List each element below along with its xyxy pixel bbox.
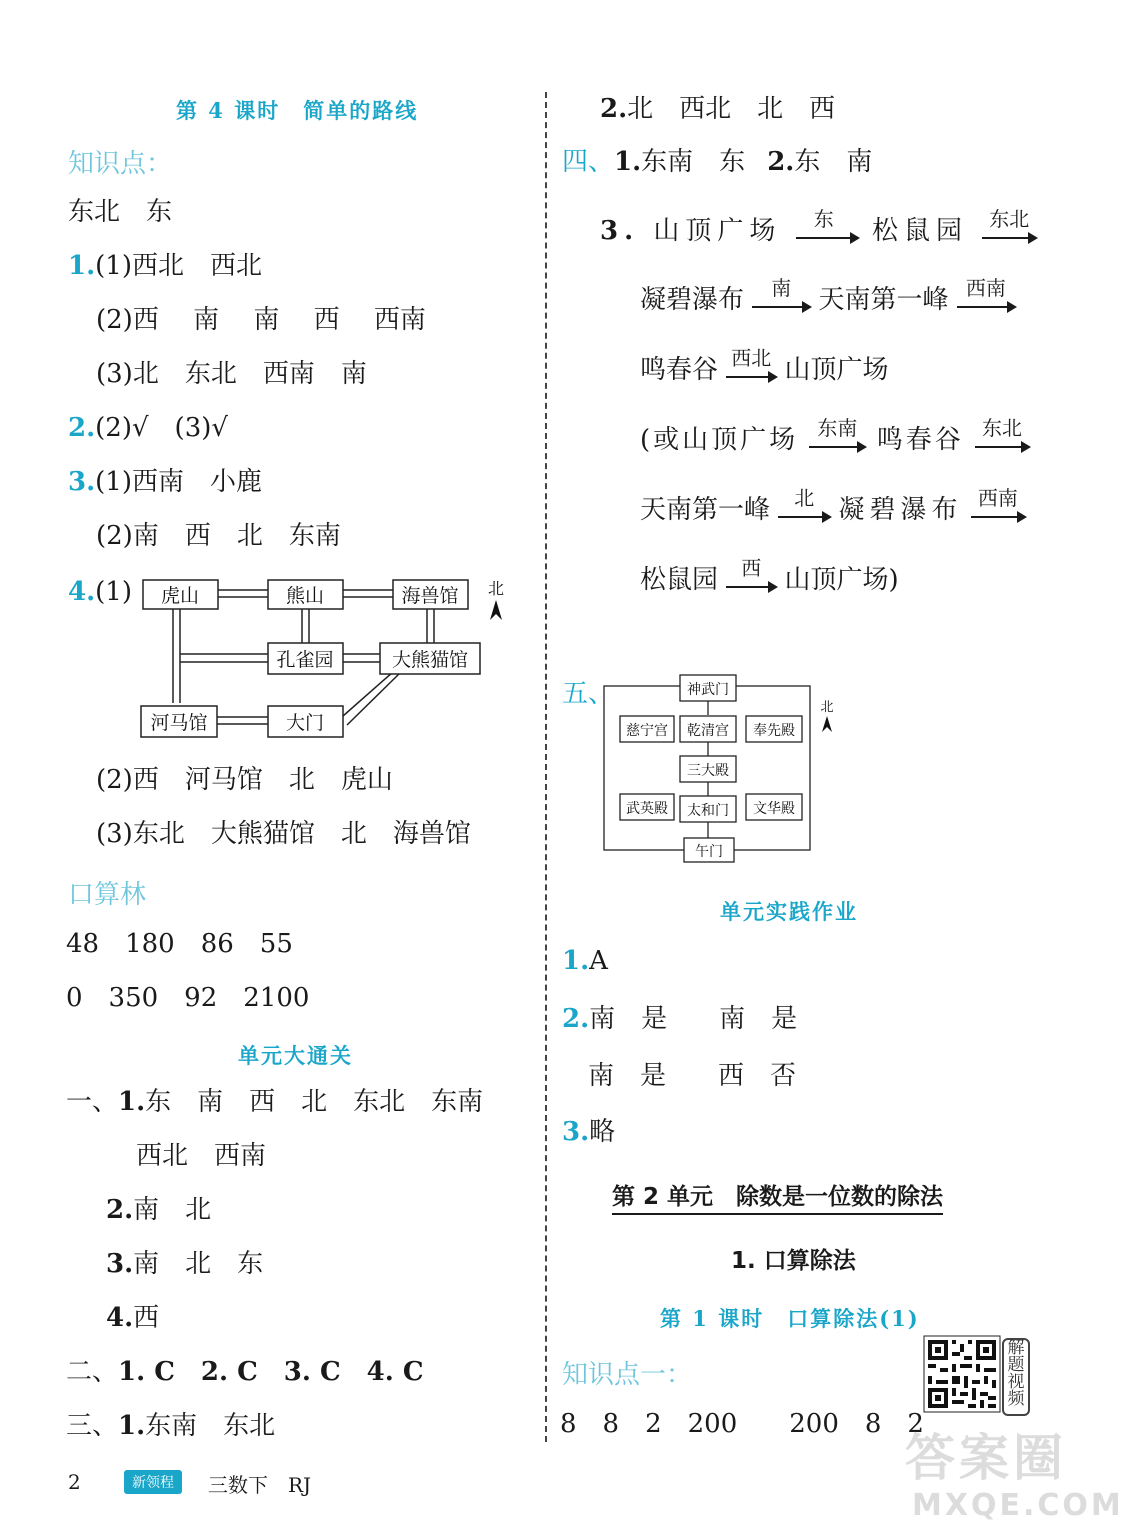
route-arrow bbox=[809, 416, 865, 448]
route-row4 bbox=[640, 416, 1029, 456]
route-row1 bbox=[600, 207, 1036, 247]
route-arrow bbox=[975, 416, 1029, 448]
route-place: 山顶广场 bbox=[653, 216, 782, 246]
p2-answer2: 南 是 西 否 bbox=[588, 1061, 797, 1091]
route-direction: 东 bbox=[813, 207, 840, 231]
route-row5 bbox=[640, 486, 1025, 526]
route-arrow bbox=[796, 207, 858, 239]
route-direction: 北 bbox=[794, 486, 815, 510]
s5-number: 五、 bbox=[562, 679, 615, 709]
q3-number: 3. bbox=[68, 467, 96, 497]
zoo-map bbox=[135, 570, 520, 745]
q2-number: 2. bbox=[68, 413, 96, 443]
s1-q2-number: 2. bbox=[106, 1195, 134, 1225]
s1-number: 一、 bbox=[66, 1087, 119, 1117]
route-arrow bbox=[778, 486, 830, 518]
s1-q1 bbox=[66, 1086, 483, 1118]
place-tiger: 虎山 bbox=[160, 585, 200, 607]
route-place: 松鼠园 bbox=[640, 565, 719, 595]
s2-number: 二、 bbox=[66, 1357, 119, 1387]
route-place: 松鼠园 bbox=[871, 216, 968, 246]
page-number: 2 bbox=[68, 1470, 81, 1494]
place-sea: 海兽馆 bbox=[401, 585, 459, 607]
q3-answer2: (2)南 西 北 东南 bbox=[96, 521, 341, 551]
s3-q2 bbox=[600, 93, 835, 125]
route-row3 bbox=[640, 346, 889, 386]
p2-answer1: 南 是 南 是 bbox=[589, 1004, 798, 1034]
s4-q1-answer: 东南 东 bbox=[641, 147, 746, 177]
palace-fengxian: 奉先殿 bbox=[753, 723, 795, 739]
brand-badge bbox=[124, 1470, 182, 1494]
route-alt-open: (或山顶广场 bbox=[640, 425, 799, 455]
palace-taihe: 太和门 bbox=[687, 803, 729, 819]
p1-number: 1. bbox=[562, 946, 590, 976]
route-arrow bbox=[957, 276, 1015, 308]
s4-q3-number: 3. bbox=[600, 216, 640, 246]
s1-q4-answer: 西 bbox=[133, 1303, 160, 1333]
sub-title: 1. 口算除法 bbox=[731, 1248, 856, 1274]
q1-answer1: (1)西北 西北 bbox=[95, 251, 262, 281]
palace-map bbox=[598, 672, 843, 867]
route-direction: 西南 bbox=[977, 486, 1018, 510]
route-place: 凝碧瀑布 bbox=[640, 285, 745, 315]
q1-answer2: (2)西 南 南 西 西南 bbox=[96, 305, 426, 335]
palace-sanda: 三大殿 bbox=[687, 763, 729, 779]
q3-answer1: (1)西南 小鹿 bbox=[95, 467, 262, 497]
route-direction: 东北 bbox=[989, 207, 1030, 231]
s1-q4-number: 4. bbox=[106, 1303, 134, 1333]
s3-q1-number: 1. bbox=[118, 1411, 146, 1441]
s1-q1-answer-b: 西北 西南 bbox=[136, 1141, 267, 1171]
qr-code-icon[interactable] bbox=[924, 1336, 1000, 1412]
knowledge-label: 知识点： bbox=[68, 149, 173, 179]
oral-row2: 0 350 92 2100 bbox=[66, 983, 310, 1013]
place-gate: 大门 bbox=[285, 712, 325, 734]
p3-number: 3. bbox=[562, 1117, 590, 1147]
s3-number: 三、 bbox=[66, 1411, 119, 1441]
kp1-answer: 8 8 2 200 200 8 2 bbox=[560, 1409, 924, 1439]
oral-label: 口算林 bbox=[68, 880, 147, 910]
s2-line bbox=[66, 1356, 424, 1388]
route-direction: 南 bbox=[771, 276, 792, 300]
palace-north-label: 北 bbox=[820, 700, 834, 715]
s1-q1-answer: 东 南 西 北 东北 东南 bbox=[145, 1087, 484, 1117]
unit-pass-title: 单元大通关 bbox=[238, 1043, 353, 1068]
q4-number: 4. bbox=[68, 577, 96, 607]
brand-label: 新领程 bbox=[124, 1470, 182, 1494]
knowledge-answer: 东北 东 bbox=[68, 197, 173, 227]
route-place: 天南第一峰 bbox=[818, 285, 949, 315]
q4-line1 bbox=[68, 576, 132, 608]
s3-q1 bbox=[66, 1410, 275, 1442]
place-peacock: 孔雀园 bbox=[276, 649, 334, 671]
unit2-title: 第 2 单元 除数是一位数的除法 bbox=[612, 1178, 943, 1215]
s2-answer: 1. C 2. C 3. C 4. C bbox=[118, 1357, 424, 1387]
s1-q3-number: 3. bbox=[106, 1249, 134, 1279]
s4-q2-number: 2. bbox=[767, 147, 795, 177]
s3-q2-answer: 北 西北 北 西 bbox=[627, 94, 836, 124]
p1-line bbox=[562, 945, 608, 977]
route-arrow bbox=[726, 346, 776, 378]
route-row2 bbox=[640, 276, 1015, 316]
s1-q1-number: 1. bbox=[118, 1087, 146, 1117]
watermark-domain: MXQE.COM bbox=[912, 1488, 1124, 1523]
p3-answer: 略 bbox=[589, 1117, 616, 1147]
north-label: 北 bbox=[487, 579, 505, 598]
route-row6 bbox=[640, 556, 899, 596]
palace-north-arrow-icon bbox=[822, 716, 832, 732]
s4-q2-answer: 东 南 bbox=[794, 147, 873, 177]
book-info: 三数下 RJ bbox=[208, 1473, 312, 1497]
s1-q2 bbox=[106, 1194, 211, 1226]
route-place: 鸣春谷 bbox=[876, 425, 964, 455]
palace-qianqing: 乾清宫 bbox=[687, 723, 729, 739]
route-arrow bbox=[752, 276, 810, 308]
route-arrow bbox=[982, 207, 1036, 239]
watermark-logo: 答案圈 bbox=[905, 1429, 1067, 1487]
route-arrow bbox=[726, 556, 776, 588]
route-direction: 西 bbox=[741, 556, 762, 580]
p3-line bbox=[562, 1116, 615, 1148]
route-direction: 西南 bbox=[965, 276, 1006, 300]
route-place: 凝碧瀑布 bbox=[838, 495, 963, 525]
p2-line1 bbox=[562, 1003, 797, 1035]
s1-q3-answer: 南 北 东 bbox=[133, 1249, 264, 1279]
route-direction: 东北 bbox=[981, 416, 1022, 440]
q1-number: 1. bbox=[68, 251, 96, 281]
route-place: 天南第一峰 bbox=[640, 495, 771, 525]
s4-line bbox=[562, 146, 872, 178]
q4-answer2: (2)西 河马馆 北 虎山 bbox=[96, 765, 393, 795]
palace-cining: 慈宁宫 bbox=[626, 723, 668, 739]
s1-q2-answer: 南 北 bbox=[133, 1195, 212, 1225]
kp1-label: 知识点一： bbox=[562, 1360, 693, 1390]
palace-wenhua: 文华殿 bbox=[753, 801, 795, 817]
p2-number: 2. bbox=[562, 1004, 590, 1034]
palace-shenwu: 神武门 bbox=[687, 682, 729, 698]
q4-answer3: (3)东北 大熊猫馆 北 海兽馆 bbox=[96, 819, 471, 849]
lesson1-title: 第 1 课时 口算除法(1) bbox=[660, 1306, 920, 1331]
q3-line1 bbox=[68, 466, 262, 498]
q2-answer: (2)√ (3)√ bbox=[95, 413, 228, 443]
palace-wumen: 午门 bbox=[695, 844, 723, 860]
s4-number: 四、 bbox=[562, 147, 615, 177]
qr-video-label[interactable]: 解题视频 bbox=[1002, 1338, 1030, 1416]
north-arrow-icon bbox=[490, 600, 502, 620]
route-place: 鸣春谷 bbox=[640, 355, 719, 385]
lesson-title: 第 4 课时 简单的路线 bbox=[176, 98, 419, 123]
route-alt-close: 山顶广场) bbox=[784, 565, 899, 595]
q1-answer3: (3)北 东北 西南 南 bbox=[96, 359, 367, 389]
oral-row1: 48 180 86 55 bbox=[66, 929, 293, 959]
route-arrow bbox=[971, 486, 1025, 518]
s3-q2-number: 2. bbox=[600, 94, 628, 124]
place-hippo: 河马馆 bbox=[150, 712, 208, 734]
s1-q4 bbox=[106, 1302, 159, 1334]
practice-title: 单元实践作业 bbox=[720, 899, 858, 924]
place-panda: 大熊猫馆 bbox=[391, 649, 469, 671]
column-divider bbox=[545, 92, 547, 1442]
s1-q3 bbox=[106, 1248, 263, 1280]
route-direction: 西北 bbox=[731, 346, 772, 370]
s4-q1-number: 1. bbox=[614, 147, 642, 177]
q2-line bbox=[68, 412, 228, 444]
p1-answer: A bbox=[589, 946, 608, 976]
place-bear: 熊山 bbox=[285, 585, 325, 607]
route-direction: 东南 bbox=[817, 416, 858, 440]
q1-line1 bbox=[68, 250, 262, 282]
route-place: 山顶广场 bbox=[784, 355, 889, 385]
palace-wuying: 武英殿 bbox=[626, 801, 668, 817]
q4-answer1: (1) bbox=[95, 577, 132, 607]
s3-q1-answer: 东南 东北 bbox=[145, 1411, 276, 1441]
